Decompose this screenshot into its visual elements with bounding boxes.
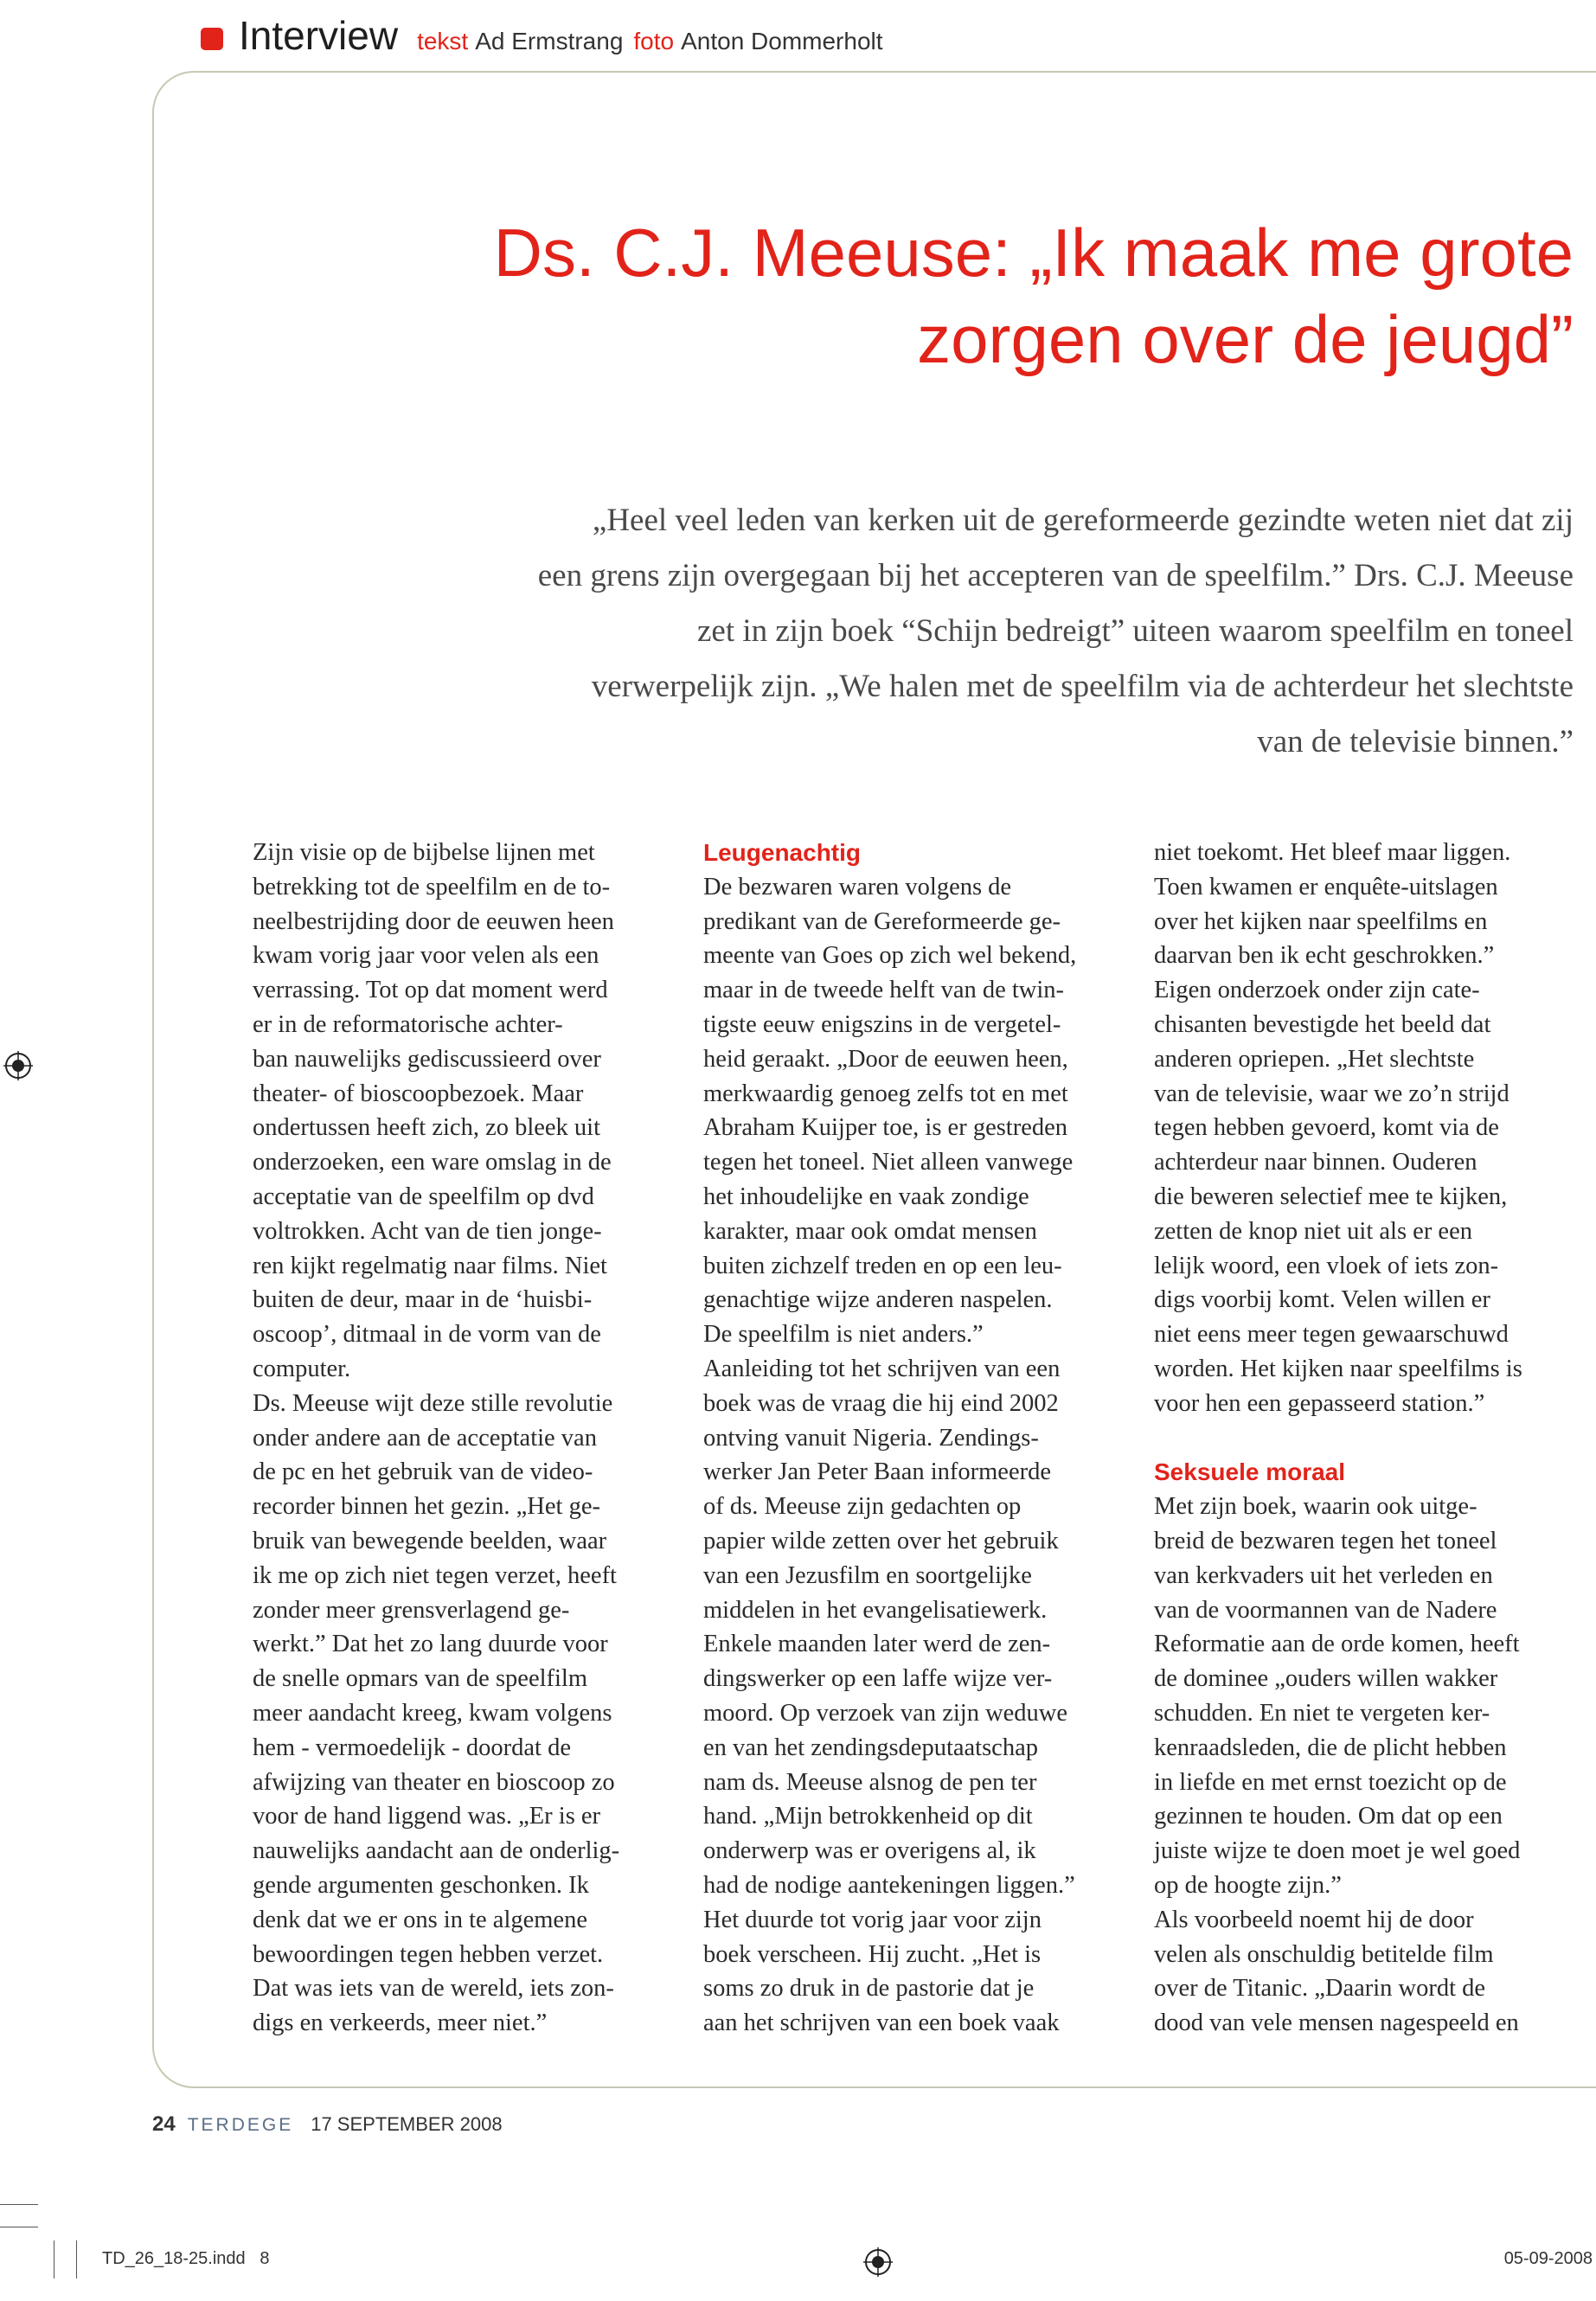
body-line: ondertussen heeft zich, zo bleek uit [253,1114,601,1142]
body-line: predikant van de Gereformeerde ge- [703,907,1061,935]
headline-line: Ds. C.J. Meeuse: „Ik maak me grote [493,215,1574,291]
body-line: oscoop’, ditmaal in de vorm van de [253,1321,601,1349]
body-line: van kerkvaders uit het verleden en [1154,1561,1493,1589]
body-line: heid geraakt. „Door de eeuwen heen, [703,1045,1068,1073]
body-line: Het duurde tot vorig jaar voor zijn [703,1906,1042,1933]
body-line: voor de hand liggend was. „Er is er [253,1803,601,1830]
body-line: boek verscheen. Hij zucht. „Het is [703,1940,1042,1968]
body-line: dood van vele mensen nagespeeld en [1154,2009,1519,2037]
intro-line: „Heel veel leden van kerken uit de gereformeerde gezindte weten niet dat zij [592,503,1574,538]
body-line: gezinnen te houden. Om dat op een [1154,1803,1503,1830]
section-label: Interview [239,13,399,58]
body-line: tegen het toneel. Niet alleen vanwege [703,1149,1074,1176]
page-number: 24 [152,2112,176,2136]
body-line: voltrokken. Acht van de tien jonge- [253,1217,602,1245]
body-line: computer. [253,1355,351,1382]
body-line: merkwaardig genoeg zelfs tot en met [703,1080,1068,1107]
body-line: nauwelijks aandacht aan de onderlig- [253,1837,620,1865]
body-line: bewoordingen tegen hebben verzet. [253,1940,604,1968]
subheading: Leugenachtig [703,839,862,866]
body-line: Enkele maanden later werd de zen- [703,1631,1051,1658]
body-line: dingswerker op een laffe wijze ver- [703,1665,1053,1693]
body-line: aan het schrijven van een boek vaak [703,2009,1060,2037]
body-line: kwam vorig jaar voor velen als een [253,942,599,970]
body-column-1 [253,836,676,2041]
crop-mark [0,2204,38,2205]
headline-line: zorgen over de jeugd” [917,301,1574,377]
body-line: ban nauwelijks gediscussieerd over [253,1045,601,1073]
body-line: en van het zendingsdeputaatschap [703,1734,1038,1761]
body-line: neelbestrijding door de eeuwen heen [253,907,614,935]
body-line: digs en verkeerds, meer niet.” [253,2009,548,2037]
body-line: middelen in het evangelisatiewerk. [703,1596,1048,1624]
body-line: boek was de vraag die hij eind 2002 [703,1389,1059,1417]
body-line: er in de reformatorische achter- [253,1010,563,1038]
body-line: ik me op zich niet tegen verzet, heeft [253,1561,617,1589]
body-line: niet toekomt. Het bleef maar liggen. [1154,839,1511,866]
body-line: Toen kwamen er enquête-uitslagen [1154,873,1498,901]
body-line: lelijk woord, een vloek of iets zon- [1154,1252,1499,1279]
body-line: papier wilde zetten over het gebruik [703,1527,1059,1554]
magazine-name: TERDEGE [187,2115,294,2135]
intro-line: van de televisie binnen.” [1257,724,1574,760]
body-line: buiten de deur, maar in de ‘huisbi- [253,1286,593,1314]
body-line: theater- of bioscoopbezoek. Maar [253,1080,584,1107]
body-line: achterdeur naar binnen. Ouderen [1154,1149,1477,1176]
body-line: voor hen een gepasseerd station.” [1154,1389,1485,1417]
body-line: acceptatie van de speelfilm op dvd [253,1183,594,1210]
body-line: tigste eeuw enigszins in de vergetel- [703,1010,1061,1038]
body-line: Ds. Meeuse wijt deze stille revolutie [253,1389,613,1417]
body-line: schudden. En niet te vergeten ker- [1154,1699,1490,1727]
body-line: over het kijken naar speelfilms en [1154,907,1488,935]
body-line: Eigen onderzoek onder zijn cate- [1154,977,1480,1004]
article-intro [345,493,1574,770]
subheading: Seksuele moraal [1154,1458,1346,1486]
article-header [201,12,894,64]
body-line: Met zijn boek, waarin ook uitge- [1154,1493,1477,1521]
intro-line: zet in zijn boek “Schijn bedreigt” uiteen waarom speelfilm en toneel [696,613,1574,649]
credit-photo-key: foto [633,28,675,54]
body-line: ontving vanuit Nigeria. Zendings- [703,1424,1039,1452]
credit-photo-author: Anton Dommerholt [681,28,883,54]
body-line: buiten zichzelf treden en op een leu- [703,1252,1062,1279]
body-column-2 [703,836,1127,2041]
article-headline [449,209,1574,382]
intro-line: een grens zijn overgegaan bij het accepteren van de speelfilm.” Drs. C.J. Meeuse [537,558,1574,593]
body-line: in liefde en met ernst toezicht op de [1154,1768,1507,1796]
body-line: werker Jan Peter Baan informeerde [703,1458,1051,1486]
slug-filename: TD_26_18-25.indd 8 [102,2249,270,2268]
body-line: zonder meer grensverlagend ge- [253,1596,570,1624]
body-line: Reformatie aan de orde komen, heeft [1154,1631,1520,1658]
body-line: zetten de knop niet uit als er een [1154,1217,1472,1245]
body-line: bruik van bewegende beelden, waar [253,1527,607,1554]
credit-text-author: Ad Ermstrang [475,28,624,54]
body-line: van de voormannen van de Nadere [1154,1596,1497,1624]
body-line: velen als onschuldig betitelde film [1154,1940,1494,1968]
body-line: maar in de tweede helft van de twin- [703,977,1065,1004]
body-line: juiste wijze te doen moet je wel goed [1154,1837,1521,1865]
body-column-3 [1154,836,1586,2041]
body-line: tegen hebben gevoerd, komt via de [1154,1114,1499,1142]
body-line: die beweren selectief mee te kijken, [1154,1183,1508,1210]
registration-mark-icon [863,2247,893,2277]
body-line: meente van Goes op zich wel bekend, [703,942,1077,970]
paragraph-gap [1154,1421,1586,1456]
body-line: onder andere aan de acceptatie van [253,1424,597,1452]
body-line: afwijzing van theater en bioscoop zo [253,1768,615,1796]
body-line: van de televisie, waar we zo’n strijd [1154,1080,1509,1107]
body-line: anderen opriepen. „Het slechtste [1154,1045,1475,1073]
body-line: onderwerp was er overigens al, ik [703,1837,1036,1865]
body-line: worden. Het kijken naar speelfilms is [1154,1355,1522,1382]
body-line: De speelfilm is niet anders.” [703,1321,984,1349]
body-line: daarvan ben ik echt geschrokken.” [1154,942,1495,970]
body-line: genachtige wijze anderen naspelen. [703,1286,1053,1314]
body-line: op de hoogte zijn.” [1154,1871,1342,1899]
body-line: Dat was iets van de wereld, iets zon- [253,1975,614,2003]
body-line: Zijn visie op de bijbelse lijnen met [253,839,595,866]
body-line: denk dat we er ons in te algemene [253,1906,587,1933]
body-line: hand. „Mijn betrokkenheid op dit [703,1803,1033,1830]
body-line: gende argumenten geschonken. Ik [253,1871,589,1899]
body-line: De bezwaren waren volgens de [703,873,1012,901]
body-line: betrekking tot de speelfilm en de to- [253,873,611,901]
body-line: digs voorbij komt. Velen willen er [1154,1286,1490,1314]
body-line: soms zo druk in de pastorie dat je [703,1975,1035,2003]
body-line: moord. Op verzoek van zijn weduwe [703,1699,1068,1727]
intro-line: verwerpelijk zijn. „We halen met de speelfilm via de achterdeur het slechtste [591,669,1574,704]
body-line: ren kijkt regelmatig naar films. Niet [253,1252,607,1279]
body-line: Als voorbeeld noemt hij de door [1154,1906,1474,1933]
body-line: karakter, maar ook omdat mensen [703,1217,1037,1245]
body-line: de dominee „ouders willen wakker [1154,1665,1498,1693]
issue-date: 17 SEPTEMBER 2008 [311,2113,503,2135]
section-marker-icon [201,28,223,50]
body-line: het inhoudelijke en vaak zondige [703,1183,1029,1210]
registration-mark-icon [3,1051,33,1080]
body-line: niet eens meer tegen gewaarschuwd [1154,1321,1509,1349]
body-line: over de Titanic. „Daarin wordt de [1154,1975,1486,2003]
body-line: verrassing. Tot op dat moment werd [253,977,608,1004]
body-line: van een Jezusfilm en soortgelijke [703,1561,1032,1589]
body-line: kenraadsleden, die de plicht hebben [1154,1734,1507,1761]
body-line: meer aandacht kreeg, kwam volgens [253,1699,612,1727]
body-line: nam ds. Meeuse alsnog de pen ter [703,1768,1037,1796]
credit-text-key: tekst [417,28,469,54]
body-line: breid de bezwaren tegen het toneel [1154,1527,1497,1554]
crop-mark [76,2240,77,2279]
body-line: de pc en het gebruik van de video- [253,1458,593,1486]
body-line: onderzoeken, een ware omslag in de [253,1149,612,1176]
body-line: Abraham Kuijper toe, is er gestreden [703,1114,1068,1142]
body-line: hem - vermoedelijk - doordat de [253,1734,571,1761]
body-line: werkt.” Dat het zo lang duurde voor [253,1631,608,1658]
body-line: recorder binnen het gezin. „Het ge- [253,1493,600,1521]
body-line: Aanleiding tot het schrijven van een [703,1355,1061,1382]
body-line: chisanten bevestigde het beeld dat [1154,1010,1491,1038]
page-footer [152,2112,503,2137]
body-line: of ds. Meeuse zijn gedachten op [703,1493,1022,1521]
body-line: de snelle opmars van de speelfilm [253,1665,588,1693]
body-line: had de nodige aantekeningen liggen.” [703,1871,1075,1899]
slug-date: 05-09-2008 [1503,2249,1593,2268]
